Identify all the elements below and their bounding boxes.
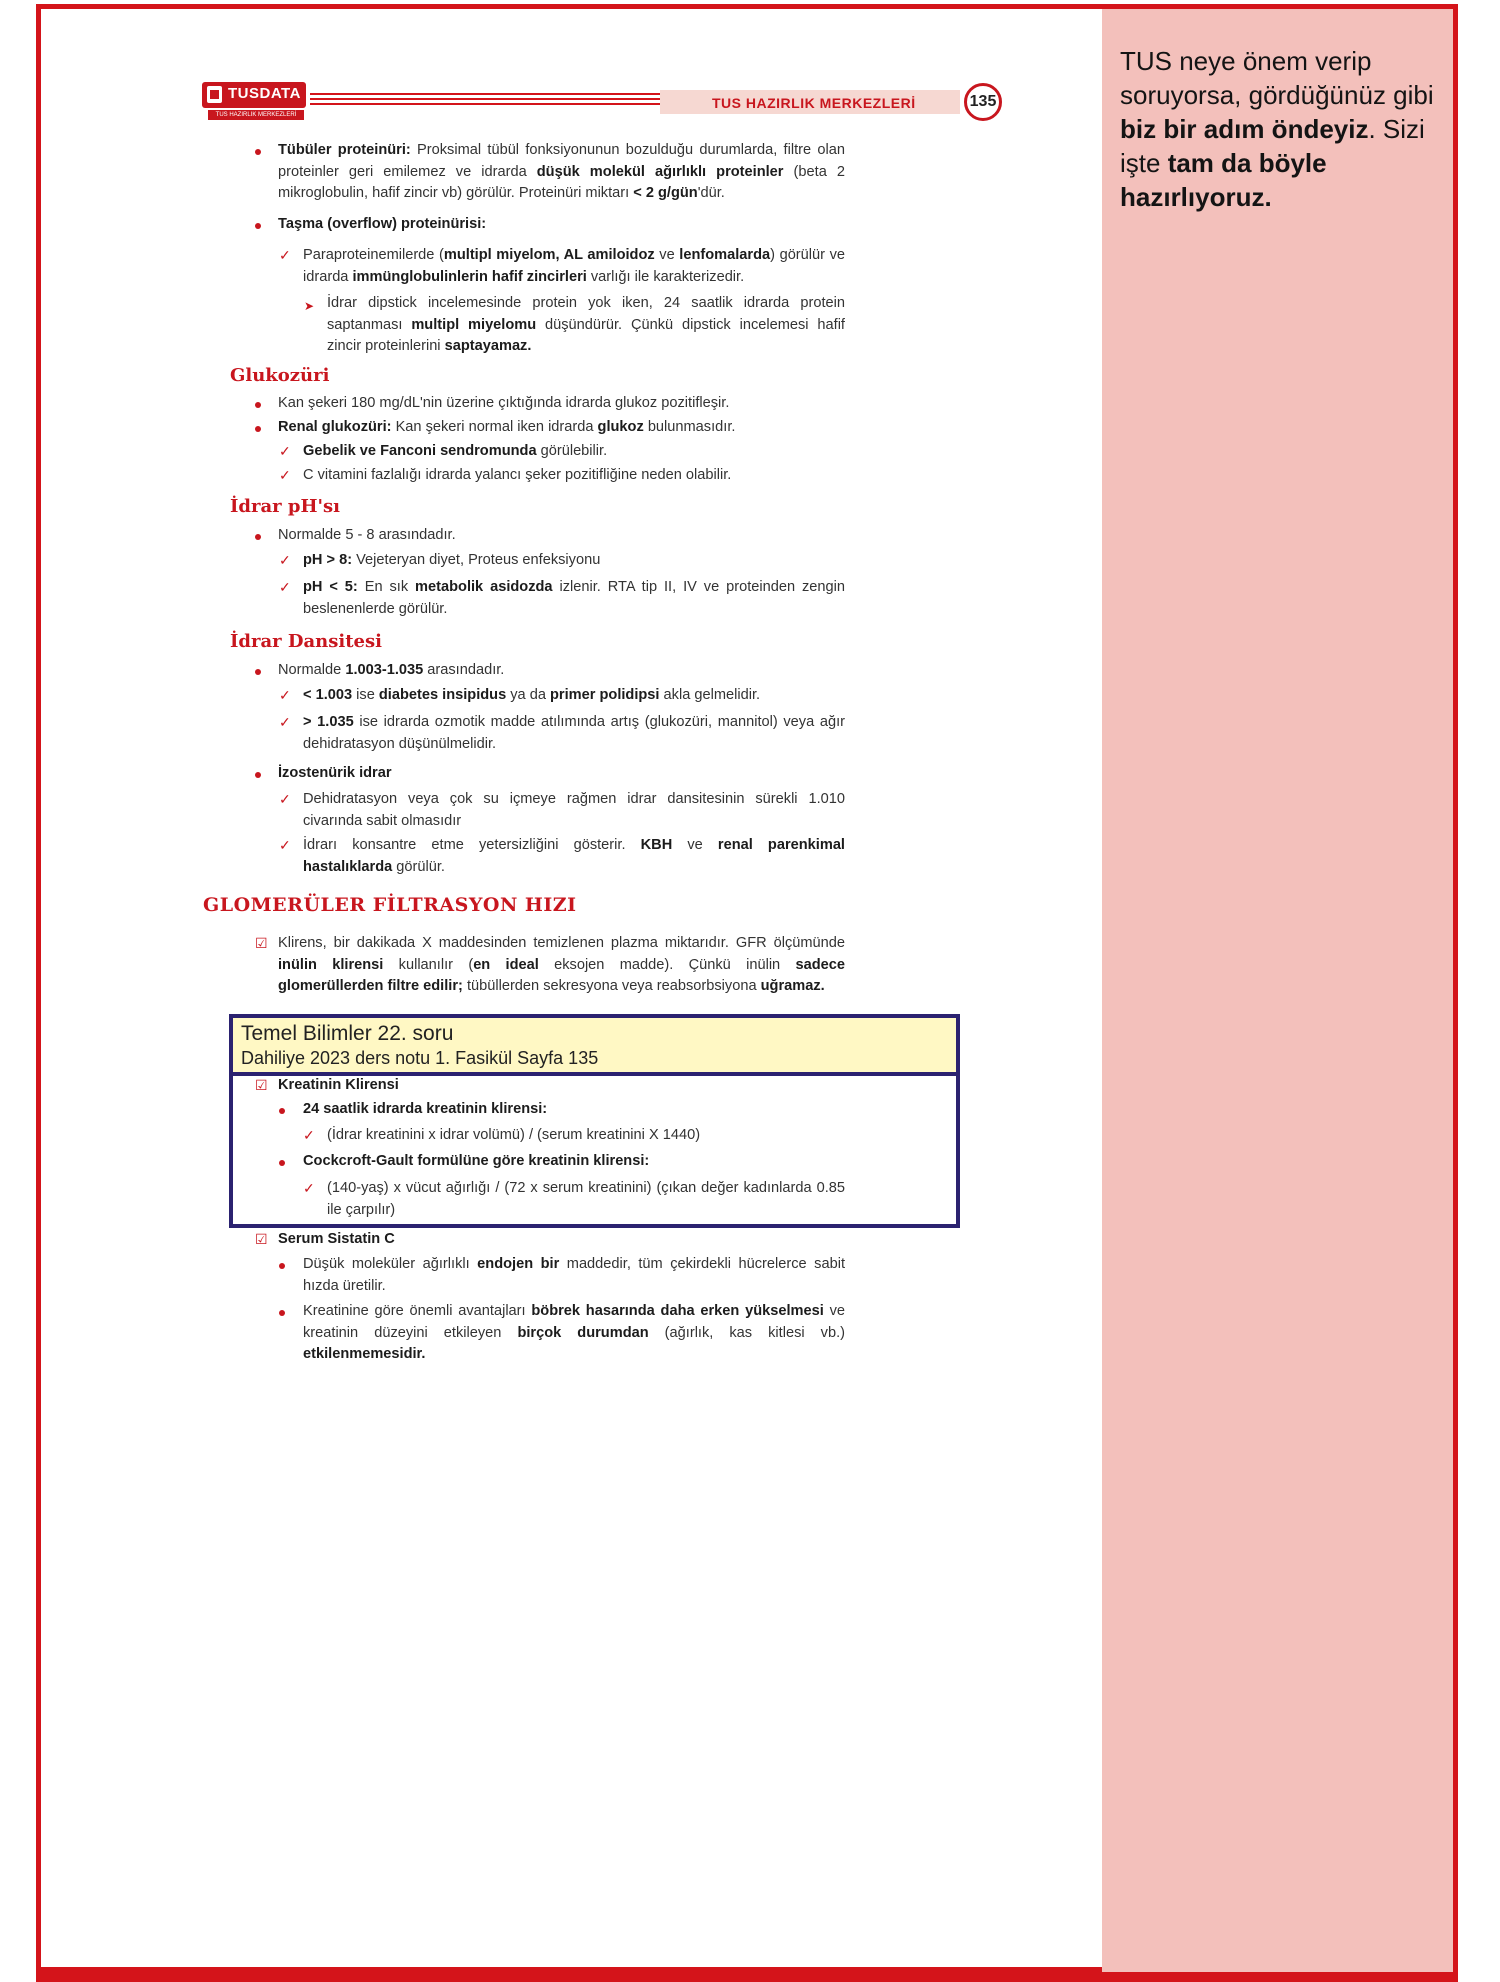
check-icon: ✓ bbox=[279, 837, 291, 853]
check-icon: ✓ bbox=[279, 579, 291, 595]
check-icon: ✓ bbox=[279, 791, 291, 807]
glukozuri-heading: Glukozüri bbox=[230, 365, 330, 386]
annotation-label bbox=[229, 1014, 960, 1076]
sidebar-promo-text: TUS neye önem verip soruyorsa, gördüğünüz gibi biz bir adım öndeyiz. Sizi işte tam da böyle hazırlıyoruz. bbox=[1120, 46, 1434, 212]
checkbox-icon: ☑ bbox=[255, 1231, 268, 1247]
sistatin-bullet-1: Düşük moleküler ağırlıklı endojen bir maddedir, tüm çekirdekli hücrelerce sabit hızda üretilir. bbox=[303, 1256, 845, 1294]
check-icon: ✓ bbox=[279, 714, 291, 730]
dansite-check-3: Dehidratasyon veya çok su içmeye rağmen idrar dansitesinin sürekli 1.010 civarında sabit olmasıdır bbox=[303, 791, 845, 829]
dansite-check-1: < 1.003 ise diabetes insipidus ya da primer polidipsi akla gelmelidir. bbox=[303, 687, 761, 703]
check-icon: ✓ bbox=[303, 1127, 315, 1143]
izostenurik-heading: İzostenürik idrar bbox=[278, 765, 392, 781]
dansite-check-4: İdrarı konsantre etme yetersizliğini gösterir. KBH ve renal parenkimal hastalıklarda görülür. bbox=[303, 837, 845, 875]
dansite-check-2: > 1.035 ise idrarda ozmotik madde atılımında artış (glukozüri, mannitol) veya ağır dehidratasyon düşünülmelidir. bbox=[303, 714, 845, 752]
tasma-heading: Taşma (overflow) proteinürisi: bbox=[278, 216, 487, 232]
gfr-heading: GLOMERÜLER FİLTRASYON HIZI bbox=[203, 894, 577, 916]
check-icon: ✓ bbox=[279, 443, 291, 459]
header-title: TUS HAZIRLIK MERKEZLERİ bbox=[712, 95, 916, 111]
logo-text: TUSDATA bbox=[228, 85, 301, 102]
ph-heading: İdrar pH'sı bbox=[230, 496, 340, 517]
dansite-bullet-1: Normalde 1.003-1.035 arasındadır. bbox=[278, 662, 505, 678]
glukozuri-bullet-1: Kan şekeri 180 mg/dL'nin üzerine çıktığında idrarda glukoz pozitifleşir. bbox=[278, 395, 730, 411]
ph-check-2: pH < 5: En sık metabolik asidozda izlenir. RTA tip II, IV ve proteinden zengin beslenenlerde görülür. bbox=[303, 579, 846, 617]
tasma-check-1: Paraproteinemilerde (multipl miyelom, AL amiloidoz ve lenfomalarda) görülür ve idrarda immünglobulinlerin hafif zincirleri varlığı ile karakterizedir. bbox=[303, 247, 846, 285]
annotation-line-2: Dahiliye 2023 ders notu 1. Fasikül Sayfa 135 bbox=[241, 1048, 599, 1068]
glukozuri-check-1: Gebelik ve Fanconi sendromunda görülebilir. bbox=[303, 443, 608, 459]
tubuler-proteinuri-paragraph: Tübüler proteinüri: Proksimal tübül fonksiyonunun bozulduğu durumlarda, filtre olan proteinler geri emilemez ve idrarda düşük molekül ağırlıklı proteinler (beta 2 mikroglobulin, hafif zincir vb) görülür. Proteinüri miktarı < 2 g/gün'dür. bbox=[278, 142, 845, 201]
checkbox-icon: ☑ bbox=[255, 1077, 268, 1093]
tasma-arrow-note: İdrar dipstick incelemesinde protein yok iken, 24 saatlik idrarda protein saptanması multipl miyelomu düşündürür. Çünkü dipstick incelemesi hafif zincir proteinlerini saptayamaz. bbox=[327, 295, 845, 354]
kreatinin-check-2: (140-yaş) x vücut ağırlığı / (72 x serum kreatinini) (çıkan değer kadınlarda 0.85 ile çarpılır) bbox=[327, 1180, 845, 1218]
gfr-paragraph: Klirens, bir dakikada X maddesinden temizlenen plazma miktarıdır. GFR ölçümünde inülin klirensi kullanılır (en ideal eksojen madde). Çünkü inülin sadece glomerüllerden filtre edilir; tübüllerden sekresyona veya reabsorbsiyona uğramaz. bbox=[278, 935, 845, 994]
kreatinin-heading: Kreatinin Klirensi bbox=[278, 1077, 399, 1093]
checkbox-icon: ☑ bbox=[255, 935, 268, 951]
check-icon: ✓ bbox=[279, 552, 291, 568]
kreatinin-bullet-1: 24 saatlik idrarda kreatinin klirensi: bbox=[303, 1101, 548, 1117]
ph-bullet-1: Normalde 5 - 8 arasındadır. bbox=[278, 527, 456, 543]
kreatinin-bullet-2: Cockcroft-Gault formülüne göre kreatinin klirensi: bbox=[303, 1153, 650, 1169]
sistatin-heading: Serum Sistatin C bbox=[278, 1231, 395, 1247]
sidebar-panel bbox=[1102, 9, 1453, 1972]
check-icon: ✓ bbox=[279, 467, 291, 483]
ph-check-1: pH > 8: Vejeteryan diyet, Proteus enfeksiyonu bbox=[303, 552, 601, 568]
kreatinin-check-1: (İdrar kreatinini x idrar volümü) / (serum kreatinini X 1440) bbox=[327, 1127, 701, 1143]
logo-subtext: TUS HAZIRLIK MERKEZLERİ bbox=[208, 110, 304, 120]
dansite-heading: İdrar Dansitesi bbox=[230, 631, 382, 652]
check-icon: ✓ bbox=[279, 687, 291, 703]
glukozuri-check-2: C vitamini fazlalığı idrarda yalancı şeker pozitifliğine neden olabilir. bbox=[303, 467, 732, 483]
logo-icon bbox=[207, 86, 222, 103]
tusdata-logo bbox=[202, 82, 310, 124]
sistatin-bullet-2: Kreatinine göre önemli avantajları böbrek hasarında daha erken yükselmesi ve kreatinin düzeyini etkileyen birçok durumdan (ağırlık, kas kitlesi vb.) etkilenmemesidir. bbox=[303, 1303, 846, 1362]
bottom-border bbox=[36, 1972, 1458, 1982]
check-icon: ✓ bbox=[279, 247, 291, 263]
page-number: 135 bbox=[964, 83, 1002, 121]
check-icon: ✓ bbox=[303, 1180, 315, 1196]
annotation-line-1: Temel Bilimler 22. soru bbox=[241, 1022, 454, 1045]
arrow-icon: ➤ bbox=[304, 299, 315, 313]
glukozuri-bullet-2: Renal glukozüri: Kan şekeri normal iken idrarda glukoz bulunmasıdır. bbox=[278, 419, 736, 435]
